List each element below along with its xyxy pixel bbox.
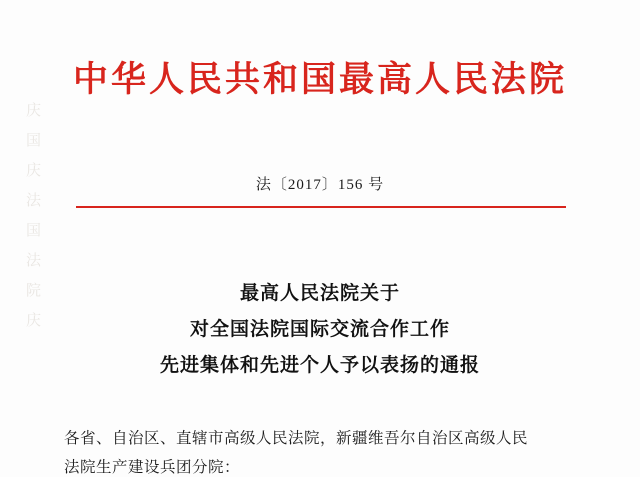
body-line: 各省、自治区、直辖市高级人民法院，新疆维吾尔自治区高级人民 [64,430,529,447]
document-body [64,424,576,477]
document-number: 法〔2017〕156 号 [255,177,385,193]
ghost-mark: 庆 [26,103,43,119]
ghost-mark: 法 [26,253,43,269]
document-title [0,276,640,384]
body-line: 法院生产建设兵团分院： [64,459,241,476]
title-line: 最高人民法院关于 [239,283,400,304]
ghost-mark: 国 [26,223,43,239]
title-line: 先进集体和先进个人予以表扬的通报 [159,355,480,376]
ghost-mark: 法 [26,193,43,209]
title-line: 对全国法院国际交流合作工作 [189,319,450,340]
ghost-mark: 院 [26,283,43,299]
ghost-mark: 庆 [26,313,43,329]
red-divider-rule [76,206,566,208]
ghost-mark: 庆 [26,163,43,179]
ghost-mark: 国 [26,133,43,149]
document-masthead: 中华人民共和国最高人民法院 [72,60,567,99]
